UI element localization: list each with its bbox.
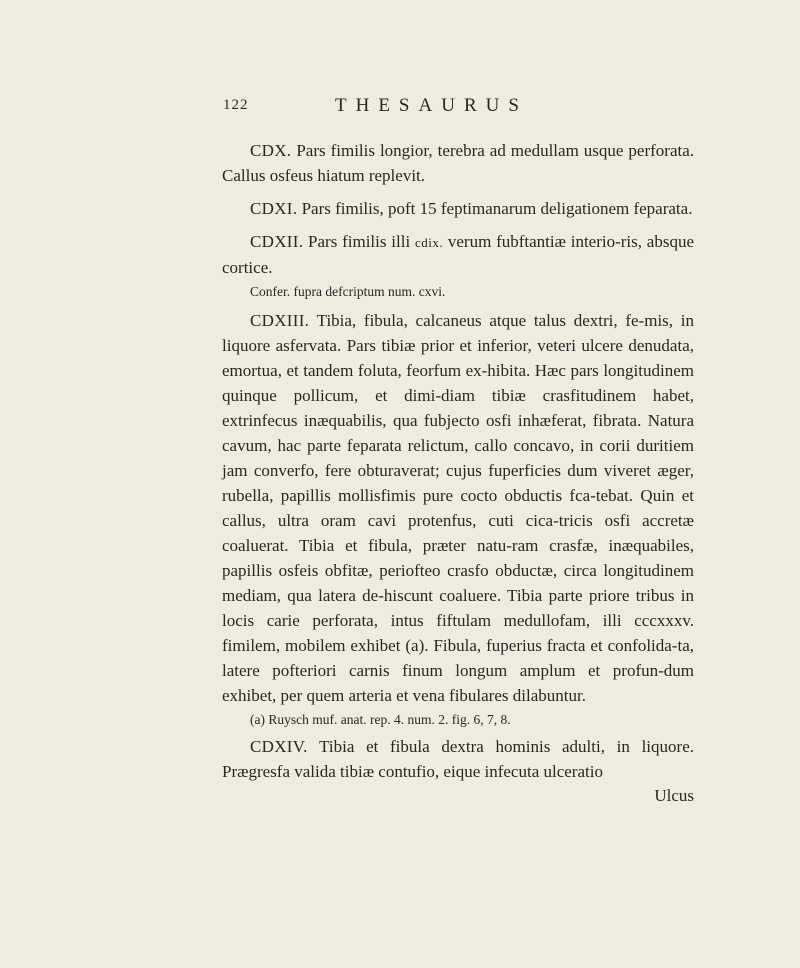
page-body bbox=[222, 138, 694, 806]
entry-number: CDXIV. bbox=[250, 737, 308, 756]
catalog-entry-cdxi bbox=[222, 196, 694, 221]
entry-text: Tibia et fibula dextra hominis adulti, in liquore. Prægresfa valida tibiæ contufio, eique infecuta ulceratio bbox=[222, 737, 694, 781]
catalog-entry-cdxiv bbox=[222, 734, 694, 784]
entry-text: Tibia, fibula, calcaneus atque talus dextri, fe-mis, in liquore asfervata. Pars tibiæ prior et inferior, veteri ulcere denudata, emortua, et tandem foluta, feorfum ex-hibita. Hæc pars longitudinem quinque pollicum, et dimi-diam tibiæ crasfitudinem habet, extrinfecus inæquabilis, qua fubjecto osfi inhæferat, fibrata. Natura cavum, hac parte feparata relictum, callo concavo, in corii duritiem jam converfo, fere obturaverat; cujus fuperficies dum viveret æger, rubella, papillis mollisfimis pure cocto obductis fca-tebat. Quin et callus, ultra oram cavi protenfus, cuti cica-tricis osfi accretæ coaluerat. Tibia et fibula, præter natu-ram crasfæ, inæquabiles, papillis osfeis obfitæ, periofteo crasfo obductæ, circa longitudinem mediam, qua latera de-hiscunt coaluere. Tibia parte priore tribus in locis carie perforata, intus fiftulam medullofam, illi cccxxxv. fimilem, mobilem exhibet (a). Fibula, fuperius fracta et confolida-ta, latere pofteriori carnis finum longum amplum et profun-dum exhibet, per quem arteria et vena fibulares dilabuntur. bbox=[222, 311, 694, 705]
entry-number: CDXIII. bbox=[250, 311, 310, 330]
catchword: Ulcus bbox=[654, 786, 694, 805]
entry-number: CDXII. bbox=[250, 232, 304, 251]
entry-text: Pars fimilis, poft 15 feptimanarum deligationem feparata. bbox=[301, 199, 693, 218]
footnote: (a) Ruysch muf. anat. rep. 4. num. 2. fig. 6, 7, 8. bbox=[250, 712, 511, 727]
entry-text: Pars fimilis longior, terebra ad medullam usque perforata. Callus osfeus hiatum replevit. bbox=[222, 141, 695, 185]
entry-text: Pars fimilis illi bbox=[308, 232, 411, 251]
entry-text-continued: verum fubftantiæ interio-ris, absque cortice. bbox=[222, 232, 695, 277]
page-number: 122 bbox=[223, 97, 249, 113]
cross-reference-note: Confer. fupra defcriptum num. cxvi. bbox=[250, 284, 446, 299]
catalog-entry-cdxii bbox=[222, 229, 694, 280]
catalog-entry-cdxiii bbox=[222, 308, 694, 708]
entry-number: CDX. bbox=[250, 141, 292, 160]
entry-reference-numeral: cdix. bbox=[414, 235, 444, 250]
page-header bbox=[223, 95, 653, 121]
running-title: THESAURUS bbox=[335, 95, 528, 116]
catalog-entry-cdx bbox=[222, 138, 694, 188]
entry-number: CDXI. bbox=[250, 199, 298, 218]
